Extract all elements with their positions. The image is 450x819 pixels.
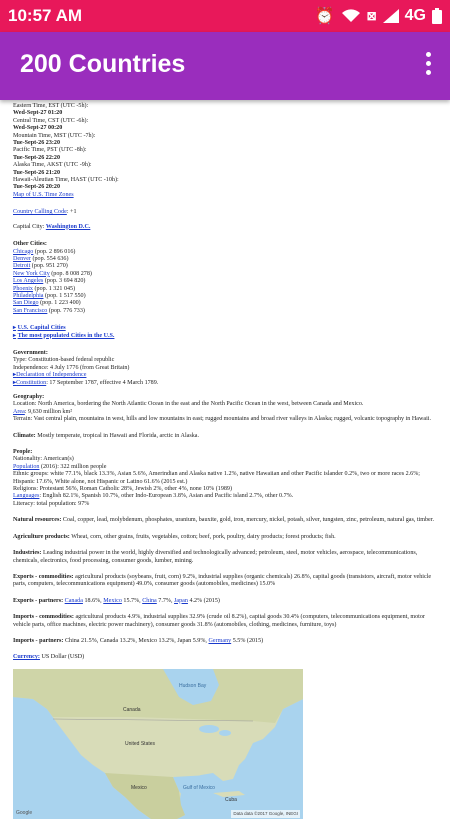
tz-row: Tue-Sept-26 23:20 <box>13 140 61 147</box>
tz-row: Mountain Time, MST (UTC -7h): <box>13 132 96 139</box>
city-item: Philadelphia (pop. 1 517 550) <box>13 292 86 299</box>
tz-row: Eastern Time, EST (UTC -5h): <box>13 103 89 109</box>
city-item: Phoenix (pop. 1 321 045) <box>13 285 76 292</box>
city-link[interactable]: Denver <box>13 255 31 262</box>
imports-commodities: Imports - commodities: agricultural products 4.9%, industrial supplies 32.9% (crude oil 8.2%), capital goods 30.4% (computers, telecommunications equipment, motor vehicle parts, office machines, electric power machinery), consumer goods 31.8% (automobiles, clothing, medicines, furniture, toys) <box>13 614 425 628</box>
languages-link[interactable]: Languages <box>13 493 40 500</box>
imports-partners: Imports - partners: China 21.5%, Canada 13.2%, Mexico 13.2%, Japan 5.9%, Germany 5.5% (2015) <box>13 637 264 644</box>
other-cities-heading: Other Cities: <box>13 241 47 248</box>
agriculture-products: Agriculture products: Wheat, corn, other grains, fruits, vegetables, cotton; beef, pork, poultry, dairy products; forest products; fish. <box>13 533 336 540</box>
tz-row: Tue-Sept-26 21:20 <box>13 169 61 176</box>
city-link[interactable]: Philadelphia <box>13 292 44 299</box>
app-title: 200 Countries <box>20 50 186 78</box>
constitution-link[interactable]: Constitution <box>16 379 47 386</box>
government-heading: Government: <box>13 349 48 356</box>
alarm-icon: ⏰ <box>314 8 335 25</box>
partner-link[interactable]: Canada <box>64 597 83 604</box>
calling-code-link[interactable]: Country Calling Code <box>13 209 67 216</box>
tz-row: Wed-Sept-27 01:20 <box>13 110 63 117</box>
signal-icon <box>383 9 399 23</box>
tz-row: Tue-Sept-26 22:20 <box>13 154 61 161</box>
google-logo: Google <box>16 810 33 817</box>
city-item: San Francisco (pop. 776 733) <box>13 307 85 314</box>
other-cities <box>13 241 438 315</box>
overflow-menu-icon[interactable] <box>424 52 432 80</box>
map-label: United States <box>125 740 156 747</box>
city-item: Denver (pop. 554 636) <box>13 255 69 262</box>
country-map[interactable] <box>13 669 303 819</box>
map-label: Cuba <box>225 796 237 803</box>
tz-row: Alaska Time, AKST (UTC -9h): <box>13 162 92 169</box>
people-heading: People: <box>13 449 33 456</box>
city-item: San Diego (pop. 1 223 400) <box>13 300 81 307</box>
city-link[interactable]: New York City <box>13 270 50 277</box>
people-section: People: Nationality: American(s) Population (2016): 322 million people Ethnic groups: white 77.1%, black 13.3%, Asian 5.6%, Amerindian and Alaska native 1.2%, native Hawaiian and other Pacific islander 0.2%, two or more races 2.6%; Hispanic 17.6%, White alone, not Hispanic or Latino 61.6% (2015 est.) Religions: Protestant 56%, Roman Catholic 28%, Jewish 2%, other 4%, none 10% (1989) Languages: English 82.1%, Spanish 10.7%, other Indo-European 3.8%, Asian and Pacific island 2.7%, other 0.7%. Literacy: total population: 97% <box>13 449 438 508</box>
tz-row: Pacific Time, PST (UTC -8h): <box>13 147 87 154</box>
partner-link[interactable]: China <box>142 597 157 604</box>
map-label: Mexico <box>131 784 147 791</box>
city-links <box>13 325 438 340</box>
wifi-icon <box>341 9 361 23</box>
status-time: 10:57 AM <box>8 6 83 25</box>
populated-cities-link[interactable]: The most populated Cities in the U.S. <box>17 332 115 339</box>
city-link[interactable]: Chicago <box>13 248 34 255</box>
city-link[interactable]: Detroit <box>13 263 31 270</box>
area-link[interactable]: Area <box>13 408 25 415</box>
city-item: Los Angeles (pop. 3 694 820) <box>13 278 86 285</box>
network-type: 4G <box>404 7 426 24</box>
city-item: New York City (pop. 8 008 278) <box>13 270 92 277</box>
germany-link[interactable]: Germany <box>208 637 232 644</box>
tz-row: Hawaii-Aleutian Time, HAST (UTC -10h): <box>13 177 119 184</box>
time-zones-section <box>13 96 438 199</box>
city-item: Chicago (pop. 2 896 016) <box>13 248 76 255</box>
city-link[interactable]: San Diego <box>13 300 39 307</box>
population-link[interactable]: Population <box>13 463 40 470</box>
triangle-bullet-icon: ▸ <box>13 372 17 379</box>
partner-link[interactable]: Japan <box>174 597 188 604</box>
status-icons <box>315 6 442 26</box>
geography-heading: Geography: <box>13 394 45 400</box>
capital-link[interactable]: Washington D.C. <box>45 223 91 230</box>
capital-city: Capital City: Washington D.C. <box>13 223 91 230</box>
calling-code: Country Calling Code: +1 <box>13 209 77 216</box>
map-label: Canada <box>123 706 141 713</box>
triangle-bullet-icon: ▸ <box>13 332 17 339</box>
status-bar <box>0 0 450 32</box>
exports-partners: Exports - partners: Canada 18.6%, Mexico 15.7%, China 7.7%, Japan 4.2% (2015) <box>13 597 220 604</box>
triangle-bullet-icon: ▸ <box>13 379 17 386</box>
map-label: Hudson Bay <box>179 682 207 689</box>
declaration-link[interactable]: Declaration of Independence <box>16 372 87 379</box>
city-link[interactable]: San Francisco <box>13 307 48 314</box>
us-capitals-link[interactable]: U.S. Capital Cities <box>17 325 66 332</box>
triangle-bullet-icon: ▸ <box>13 325 17 332</box>
map-graphic <box>13 669 303 819</box>
city-link[interactable]: Los Angeles <box>13 278 44 285</box>
city-link[interactable]: Phoenix <box>13 285 33 292</box>
exports-commodities: Exports - commodities: agricultural products (soybeans, fruit, corn) 9.2%, industrial supplies (organic chemicals) 26.8%, capital goods (transistors, aircraft, motor vehicle parts, computers, telecommunications equipment) 49.0%, consumer goods (automobiles, medicines) 15.0% <box>13 573 432 588</box>
climate-section: Climate: Mostly temperate, tropical in Hawaii and Florida, arctic in Alaska. <box>13 432 199 439</box>
government-section: Government: Type: Constitution-based federal republic Independence: 4 July 1776 (from Great Britain) ▸Declaration of Independence ▸Constitution: 17 September 1787, effective 4 March 1789. <box>13 350 438 387</box>
x-icon: ⊠ <box>366 9 377 23</box>
tz-row: Tue-Sept-26 20:20 <box>13 184 61 191</box>
industries: Industries: Leading industrial power in the world, highly diversified and technologically advanced; petroleum, steel, motor vehicles, aerospace, telecommunications, chemicals, electronics, food processing, consumer goods, lumber, mining. <box>13 550 418 564</box>
map-label: Gulf of Mexico <box>183 784 215 791</box>
app-bar <box>0 32 450 100</box>
natural-resources: Natural resources: Coal, copper, lead, molybdenum, phosphates, uranium, bauxite, gold, iron, mercury, nickel, potash, silver, tungsten, zinc, petroleum, natural gas, timber. <box>13 517 434 524</box>
tz-row: Central Time, CST (UTC -6h): <box>13 117 89 124</box>
currency-link[interactable]: Currency: <box>13 654 40 661</box>
currency: Currency: US Dollar (USD) <box>13 654 85 661</box>
battery-icon <box>432 8 442 24</box>
partner-link[interactable]: Mexico <box>103 597 122 604</box>
city-item: Detroit (pop. 951 270) <box>13 263 68 270</box>
time-zones-map-link[interactable]: Map of U.S. Time Zones <box>13 191 74 198</box>
geography-section: Geography: Location: North America, bordering the North Atlantic Ocean in the east and the North Pacific Ocean in the west, between Canada and Mexico. Area: 9,630 million km² Terrain: Vast central plain, mountains in west, hills and low mountains in east; rugged mountains and broad river valleys in Alaska; rugged, volcanic topography in Hawaii. <box>13 394 438 424</box>
map-attribution: Data data ©2017 Google, INEGI <box>233 811 298 817</box>
tz-row: Wed-Sept-27 00:20 <box>13 125 63 132</box>
country-content <box>13 96 438 819</box>
